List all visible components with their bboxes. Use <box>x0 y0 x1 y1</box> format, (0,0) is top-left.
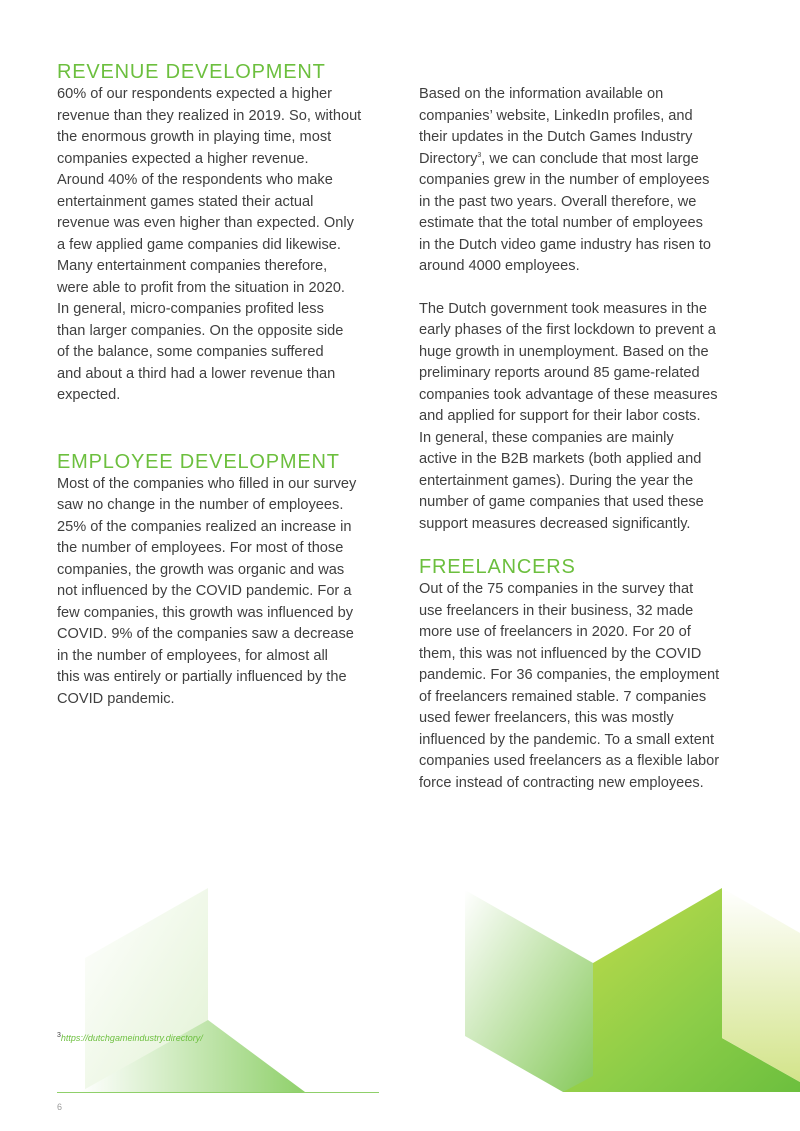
page-number: 6 <box>57 1102 63 1112</box>
text-line: , we can conclude that most large <box>481 150 699 167</box>
text-line: revenue was even higher than expected. Only <box>57 215 354 231</box>
text-line: companies expected a higher revenue. <box>57 150 309 167</box>
text-line: 60% of our respondents expected a higher <box>57 86 333 102</box>
text-line: companies used freelancers as a flexible labor <box>419 753 720 769</box>
text-line: few companies, this growth was influenced by <box>57 604 354 621</box>
text-line: COVID pandemic. <box>57 690 175 707</box>
text-line: this was entirely or partially influenced by the <box>57 669 347 685</box>
employee-paragraph <box>57 474 387 711</box>
text-line: of freelancers remained stable. 7 companies <box>419 688 707 705</box>
text-line: used fewer freelancers, this was mostly <box>419 710 674 726</box>
text-line: support measures decreased significantly. <box>419 515 691 532</box>
text-line: around 4000 employees. <box>419 258 580 274</box>
text-line: Around 40% of the respondents who make <box>57 172 333 188</box>
footnote-reference: 3 <box>477 151 482 159</box>
right-left-panel-shape <box>465 890 593 1092</box>
text-line: companies grew in the number of employees <box>419 172 710 188</box>
text-line: huge growth in unemployment. Based on the <box>419 343 709 360</box>
text-line: The Dutch government took measures in the <box>419 300 707 317</box>
text-line: preliminary reports around 85 game-related <box>419 365 700 381</box>
text-line: In general, these companies are mainly <box>419 429 674 446</box>
text-line: In general, micro-companies profited less <box>57 301 324 317</box>
growth-paragraph <box>419 84 749 278</box>
text-line: early phases of the first lockdown to prevent a <box>419 322 716 338</box>
text-line: in the Dutch video game industry has risen to <box>419 236 712 253</box>
text-line: revenue than they realized in 2019. So, without <box>57 107 362 124</box>
revenue-paragraph <box>57 84 387 407</box>
text-line: COVID. 9% of the companies saw a decrease <box>57 626 354 642</box>
text-line: a few applied game companies did likewise. <box>57 236 341 253</box>
text-line: entertainment games stated their actual <box>57 193 314 210</box>
right-column <box>419 84 749 794</box>
text-line: the number of employees. For most of those <box>57 540 344 556</box>
text-line: and about a third had a lower revenue than <box>57 365 336 382</box>
text-line: not influenced by the COVID pandemic. For a <box>57 583 352 599</box>
freelancers-paragraph <box>419 579 749 794</box>
text-line: in the past two years. Overall therefore, we <box>419 193 697 210</box>
text-line: estimate that the total number of employees <box>419 215 703 231</box>
text-line: 25% of the companies realized an increase in <box>57 518 352 535</box>
revenue-heading: REVENUE DEVELOPMENT <box>57 61 326 83</box>
text-line: them, this was not influenced by the COVID <box>419 645 702 662</box>
text-line: entertainment games). During the year the <box>419 472 694 489</box>
text-line: number of game companies that used these <box>419 494 704 510</box>
text-line: saw no change in the number of employees. <box>57 497 344 513</box>
text-line: were able to profit from the situation in 2020. <box>57 279 345 296</box>
text-line: in the number of employees, for almost all <box>57 647 328 664</box>
text-line: use freelancers in their business, 32 made <box>419 602 694 619</box>
footnote <box>57 1032 203 1043</box>
freelancers-heading: FREELANCERS <box>419 556 576 578</box>
text-line: active in the B2B markets (both applied and <box>419 451 702 467</box>
text-line: companies, the growth was organic and was <box>57 561 345 578</box>
text-line: their updates in the Dutch Games Industry <box>419 129 693 145</box>
government-paragraph <box>419 299 749 536</box>
text-line: companies took advantage of these measures <box>419 386 718 403</box>
text-line: Directory <box>419 150 478 167</box>
text-line: Based on the information available on <box>419 86 664 102</box>
text-line: influenced by the pandemic. To a small extent <box>419 731 715 748</box>
employee-heading: EMPLOYEE DEVELOPMENT <box>57 450 340 473</box>
footnote-link[interactable]: https://dutchgameindustry.directory/ <box>60 1033 203 1043</box>
text-line: than larger companies. On the opposite side <box>57 322 344 339</box>
text-line: Out of the 75 companies in the survey that <box>419 581 694 597</box>
text-line: of the balance, some companies suffered <box>57 344 324 360</box>
text-line: expected. <box>57 387 121 403</box>
text-line: and applied for support for their labor costs. <box>419 408 701 424</box>
text-line: force instead of contracting new employees. <box>419 774 704 791</box>
footnote-divider <box>57 1092 379 1093</box>
text-line: pandemic. For 36 companies, the employment <box>419 667 720 683</box>
text-line: companies’ website, LinkedIn profiles, and <box>419 107 693 124</box>
text-line: the enormous growth in playing time, most <box>57 129 332 145</box>
text-line: Many entertainment companies therefore, <box>57 258 328 274</box>
text-line: Most of the companies who filled in our survey <box>57 475 357 492</box>
footnote-mark: 3 <box>57 1032 61 1039</box>
left-column <box>57 60 387 710</box>
text-line: more use of freelancers in 2020. For 20 of <box>419 624 691 640</box>
